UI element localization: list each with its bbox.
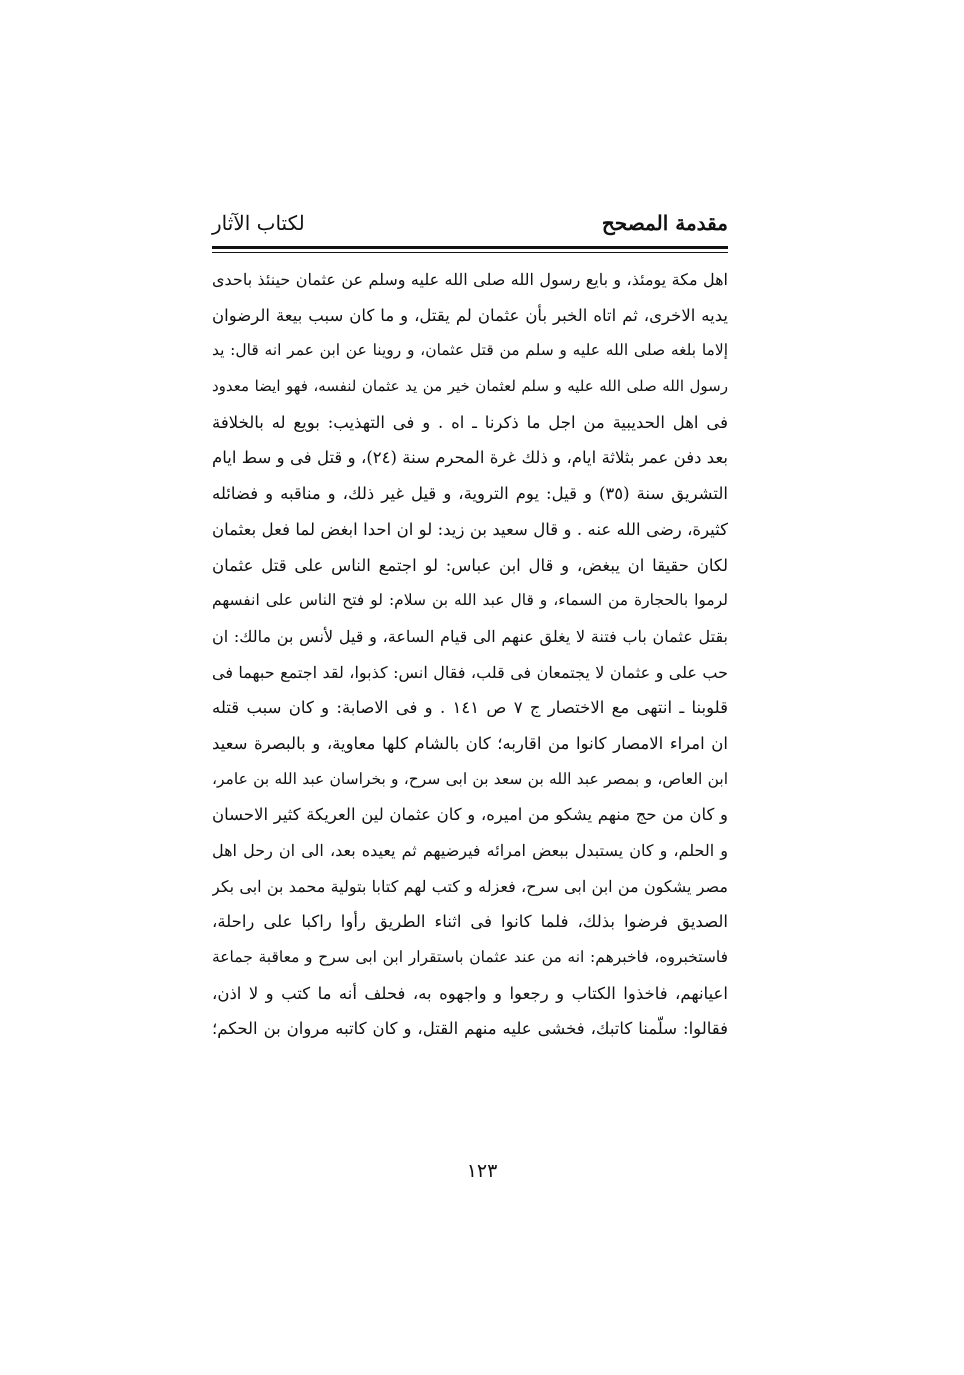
body-text: [212, 262, 728, 1047]
text-line: بقتل عثمان باب فتنة لا يغلق عنهم الى قيام الساعة، و قيل لأنس بن مالك: ان: [212, 626, 728, 646]
header-rule-thin: [212, 252, 728, 253]
text-line: الصديق فرضوا بذلك، فلما كانوا فى اثناء الطريق رأوا راكبا على راحلة،: [212, 912, 728, 932]
text-line: قلوبنا ـ انتهى مع الاختصار ج ٧ ص ١٤١ . و فى الاصابة: و كان سبب قتله: [212, 698, 728, 718]
text-line: ان امراء الامصار كانوا من اقاربه؛ كان بالشام كلها معاوية، و بالبصرة سعيد: [212, 733, 728, 753]
text-line: بعد دفن عمر بثلاثة ايام، و ذلك غرة المحرم سنة (٢٤)، و قتل فى و سط ايام: [212, 448, 728, 468]
header-section-title: مقدمة المصحح: [601, 211, 728, 235]
text-line: رسول الله صلى الله عليه و سلم لعثمان خير من يد عثمان لنفسه، فهو ايضا معدود: [212, 377, 728, 396]
text-line: التشريق سنة (٣٥) و قيل: يوم التروية، و قيل غير ذلك، و مناقبه و فضائله: [212, 484, 728, 504]
text-line: و كان من حج منهم يشكو من اميره، و كان عثمان لين العريكة كثير الاحسان: [212, 805, 728, 825]
page-number: ١٢٣: [466, 1160, 498, 1182]
running-header: [212, 205, 728, 245]
text-line: و الحلم، و كان يستبدل ببعض امرائه فيرضيهم ثم يعيده بعد، الى ان رحل اهل: [212, 841, 728, 860]
text-line: حب على و عثمان لا يجتمعان فى قلب، فقال انس: كذبوا، لقد اجتمع حبهما فى: [212, 662, 728, 682]
text-line: إلاما بلغه صلى الله عليه و سلم من قتل عثمان، و روينا عن ابن عمر انه قال: يد: [212, 341, 728, 360]
text-line: فاستخبروه، فاخبرهم: انه من عند عثمان باستقرار ابن ابى سرح و معاقبة جماعة: [212, 948, 728, 967]
text-line: فقالوا: سلّمنا كاتبك، فخشى عليه منهم القتل، و كان كاتبه مروان بن الحكم؛: [212, 1019, 728, 1039]
text-line: مصر يشكون من ابن ابى سرح، فعزله و كتب لهم كتابا بتولية محمد بن ابى بكر: [212, 876, 728, 896]
text-line: لرموا بالحجارة من السماء، و قال عبد الله بن سلام: لو فتح الناس على انفسهم: [212, 591, 728, 610]
header-book-title: لكتاب الآثار: [212, 211, 305, 235]
text-line: اعيانهم، فاخذوا الكتاب و رجعوا و واجهوه به، فحلف أنه ما كتب و لا اذن،: [212, 983, 728, 1003]
text-line: ابن العاص، و بمصر عبد الله بن سعد بن ابى سرح، و بخراسان عبد الله بن عامر،: [212, 769, 728, 788]
text-line: اهل مكة يومئذ، و بايع رسول الله صلى الله عليه وسلم عن عثمان حينئذ باحدى: [212, 270, 728, 289]
text-line: يديه الاخرى، ثم اتاه الخبر بأن عثمان لم يقتل، و ما كان سبب بيعة الرضوان: [212, 305, 728, 325]
header-rule-thick: [212, 246, 728, 249]
text-line: كثيرة، رضى الله عنه . و قال سعيد بن زيد: لو ان احدا ابغض لما فعل بعثمان: [212, 519, 728, 539]
text-line: لكان حقيقا ان يبغض، و قال ابن عباس: لو اجتمع الناس على قتل عثمان: [212, 555, 728, 575]
text-line: فى اهل الحديبية من اجل ما ذكرنا ـ اه . و فى التهذيب: بويع له بالخلافة: [212, 412, 728, 432]
